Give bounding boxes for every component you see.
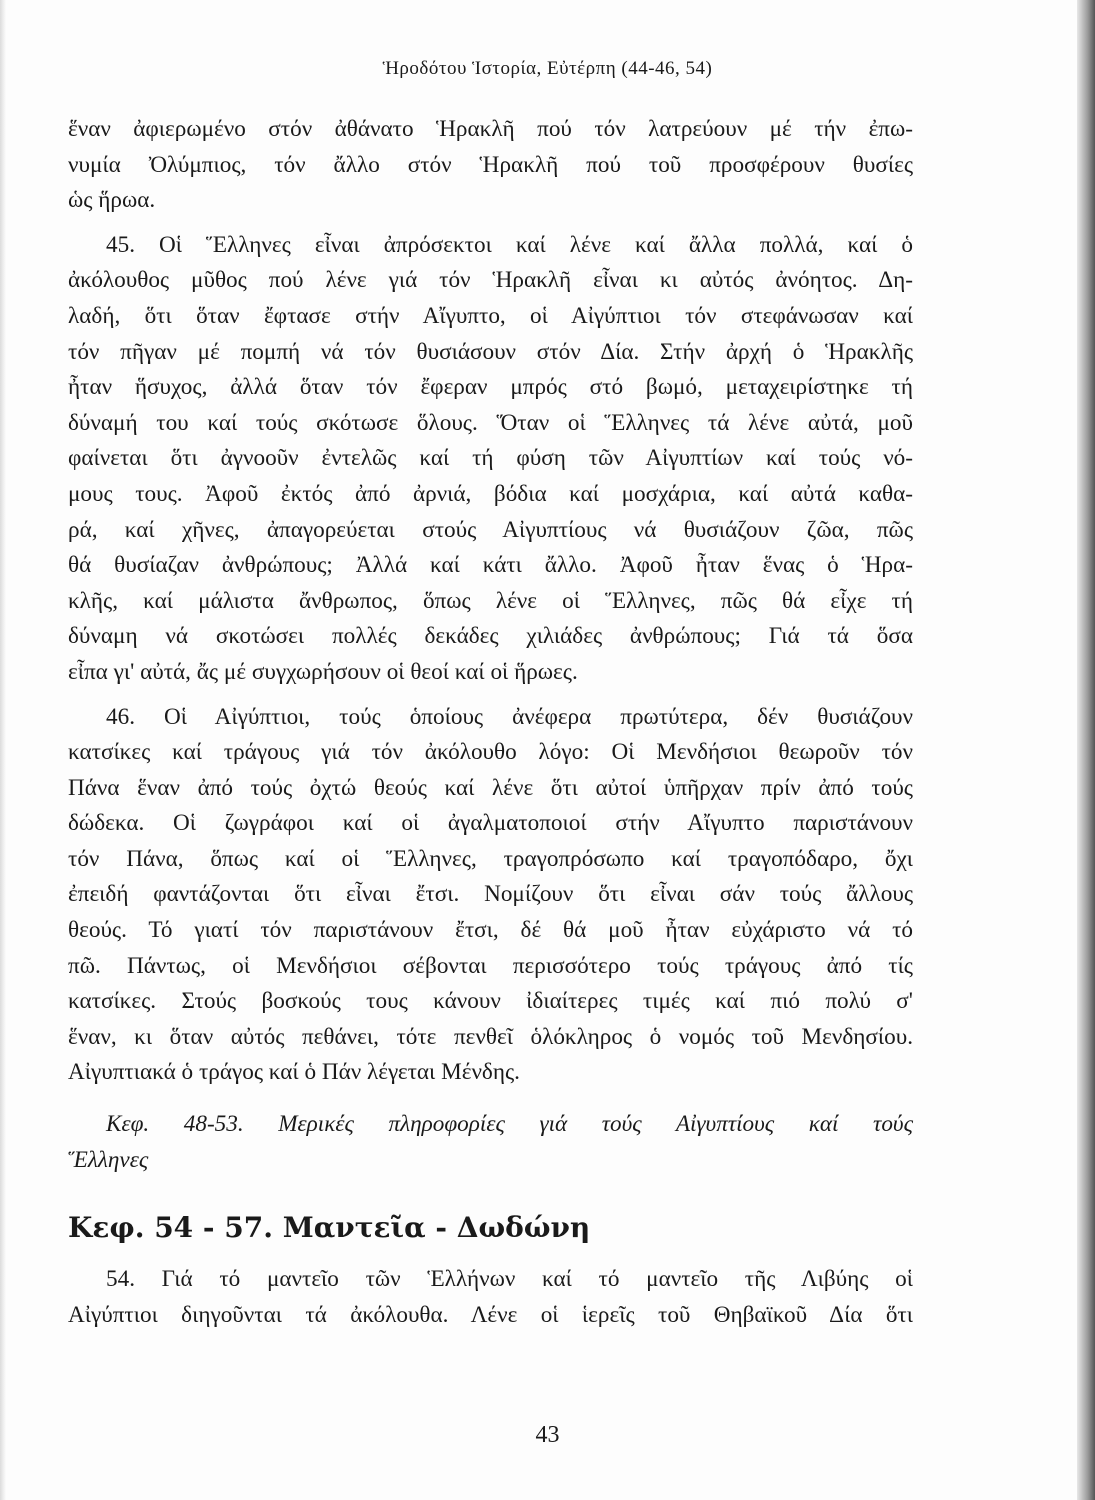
text-line: ἕναν ἀφιερωμένο στόν ἀθάνατο Ἡρακλῆ πού τόν λατρεύουν μέ τήν ἐπω- — [68, 116, 913, 142]
text-line: ἀκόλουθος μῦθος πού λένε γιά τόν Ἡρακλῆ εἶναι κι αὐτός ἀνόητος. Δη- — [68, 267, 913, 294]
text-line: φαίνεται ὅτι ἀγνοοῦν ἐντελῶς καί τή φύση τῶν Αἰγυπτίων καί τούς νό- — [68, 445, 913, 472]
text-line: κλῆς, καί μάλιστα ἄνθρωπος, ὅπως λένε οἱ Ἕλληνες, πῶς θά εἶχε τή — [68, 587, 913, 614]
scan-edge-left — [0, 0, 6, 1500]
page-number: 43 — [535, 1422, 560, 1448]
text-line: δύναμη νά σκοτώσει πολλές δεκάδες χιλιάδες ἀνθρώπους; Γιά τά ὅσα — [68, 623, 913, 650]
subheading-line: Κεφ. 48-53. Μερικές πληροφορίες γιά τούς Αἰγυπτίους καί τούς — [106, 1111, 913, 1138]
text-line: δύναμή του καί τούς σκότωσε ὅλους. Ὅταν οἱ Ἕλληνες τά λένε αὐτά, μοῦ — [68, 409, 913, 436]
section-subheading — [68, 1107, 913, 1178]
text-line: πῶ. Πάντως, οἱ Μενδήσιοι σέβονται περισσότερο τούς τράγους ἀπό τίς — [68, 952, 913, 979]
running-head: Ἡροδότου Ἱστορία, Εὐτέρπη (44-46, 54) — [382, 58, 713, 79]
text-line: ρά, καί χῆνες, ἀπαγορεύεται στούς Αἰγυπτίους νά θυσιάζουν ζῶα, πῶς — [68, 516, 913, 543]
body-text — [68, 112, 913, 1333]
chapter-heading: Κεφ. 54 - 57. Μαντεῖα - Δωδώνη — [68, 1211, 591, 1245]
text-line: 46. Οἱ Αἰγύπτιοι, τούς ὁποίους ἀνέφερα πρωτύτερα, δέν θυσιάζουν — [106, 703, 913, 730]
text-line: θεούς. Τό γιατί τόν παριστάνουν ἔτσι, δέ θά μοῦ ἦταν εὐχάριστο νά τό — [68, 917, 913, 944]
continuation-paragraph — [68, 112, 913, 219]
text-line: ὡς ἥρωα. — [68, 187, 156, 214]
scan-edge-right — [1077, 0, 1095, 1500]
text-line: κατσίκες καί τράγους γιά τόν ἀκόλουθο λόγο: Οἱ Μενδήσιοι θεωροῦν τόν — [68, 739, 913, 766]
text-line: τόν πῆγαν μέ πομπή νά τόν θυσιάσουν στόν Δία. Στήν ἀρχή ὁ Ἡρακλῆς — [68, 338, 913, 365]
text-line: λαδή, ὅτι ὅταν ἔφτασε στήν Αἴγυπτο, οἱ Αἰγύπτιοι τόν στεφάνωσαν καί — [68, 302, 913, 329]
text-line: 54. Γιά τό μαντεῖο τῶν Ἑλλήνων καί τό μαντεῖο τῆς Λιβύης οἱ — [106, 1266, 913, 1293]
text-line: νυμία Ὀλύμπιος, τόν ἄλλο στόν Ἡρακλῆ πού τοῦ προσφέρουν θυσίες — [68, 151, 913, 178]
text-line: θά θυσίαζαν ἀνθρώπους; Ἀλλά καί κάτι ἄλλο. Ἀφοῦ ἦταν ἕνας ὁ Ἡρα- — [68, 552, 913, 579]
text-line: δώδεκα. Οἱ ζωγράφοι καί οἱ ἀγαλματοποιοί στήν Αἴγυπτο παριστάνουν — [68, 810, 913, 837]
subheading-line: Ἕλληνες — [68, 1146, 149, 1173]
text-line: τόν Πάνα, ὅπως καί οἱ Ἕλληνες, τραγοπρόσωπο καί τραγοπόδαρο, ὄχι — [68, 845, 913, 872]
text-line: ἦταν ἥσυχος, ἀλλά ὅταν τόν ἔφεραν μπρός στό βωμό, μεταχειρίστηκε τή — [68, 374, 913, 401]
text-line: Αἰγύπτιοι διηγοῦνται τά ἀκόλουθα. Λένε οἱ ἱερεῖς τοῦ Θηβαϊκοῦ Δία ὅτι — [68, 1301, 913, 1328]
text-line: κατσίκες. Στούς βοσκούς τους κάνουν ἰδιαίτερες τιμές καί πιό πολύ σ' — [68, 988, 913, 1015]
text-line: ἕναν, κι ὅταν αὐτός πεθάνει, τότε πενθεῖ ὁλόκληρος ὁ νομός τοῦ Μενδησίου. — [68, 1023, 913, 1050]
text-line: ἐπειδή φαντάζονται ὅτι εἶναι ἔτσι. Νομίζουν ὅτι εἶναι σάν τούς ἄλλους — [68, 881, 913, 908]
text-line: 45. Οἱ Ἕλληνες εἶναι ἀπρόσεκτοι καί λένε καί ἄλλα πολλά, καί ὁ — [106, 231, 913, 258]
text-line: εἶπα γι' αὐτά, ἄς μέ συγχωρήσουν οἱ θεοί καί οἱ ἥρωες. — [68, 658, 578, 685]
text-line: Πάνα ἕναν ἀπό τούς ὀχτώ θεούς καί λένε ὅτι αὐτοί ὑπῆρχαν πρίν ἀπό τούς — [68, 774, 913, 801]
paragraph-45 — [68, 228, 913, 691]
paragraph-46 — [68, 700, 913, 1092]
text-line: Αἰγυπτιακά ὁ τράγος καί ὁ Πάν λέγεται Μένδης. — [68, 1059, 520, 1086]
paragraph-54 — [68, 1262, 913, 1333]
text-line: μους τους. Ἀφοῦ ἐκτός ἀπό ἀρνιά, βόδια καί μοσχάρια, καί αὐτά καθα- — [68, 480, 913, 507]
